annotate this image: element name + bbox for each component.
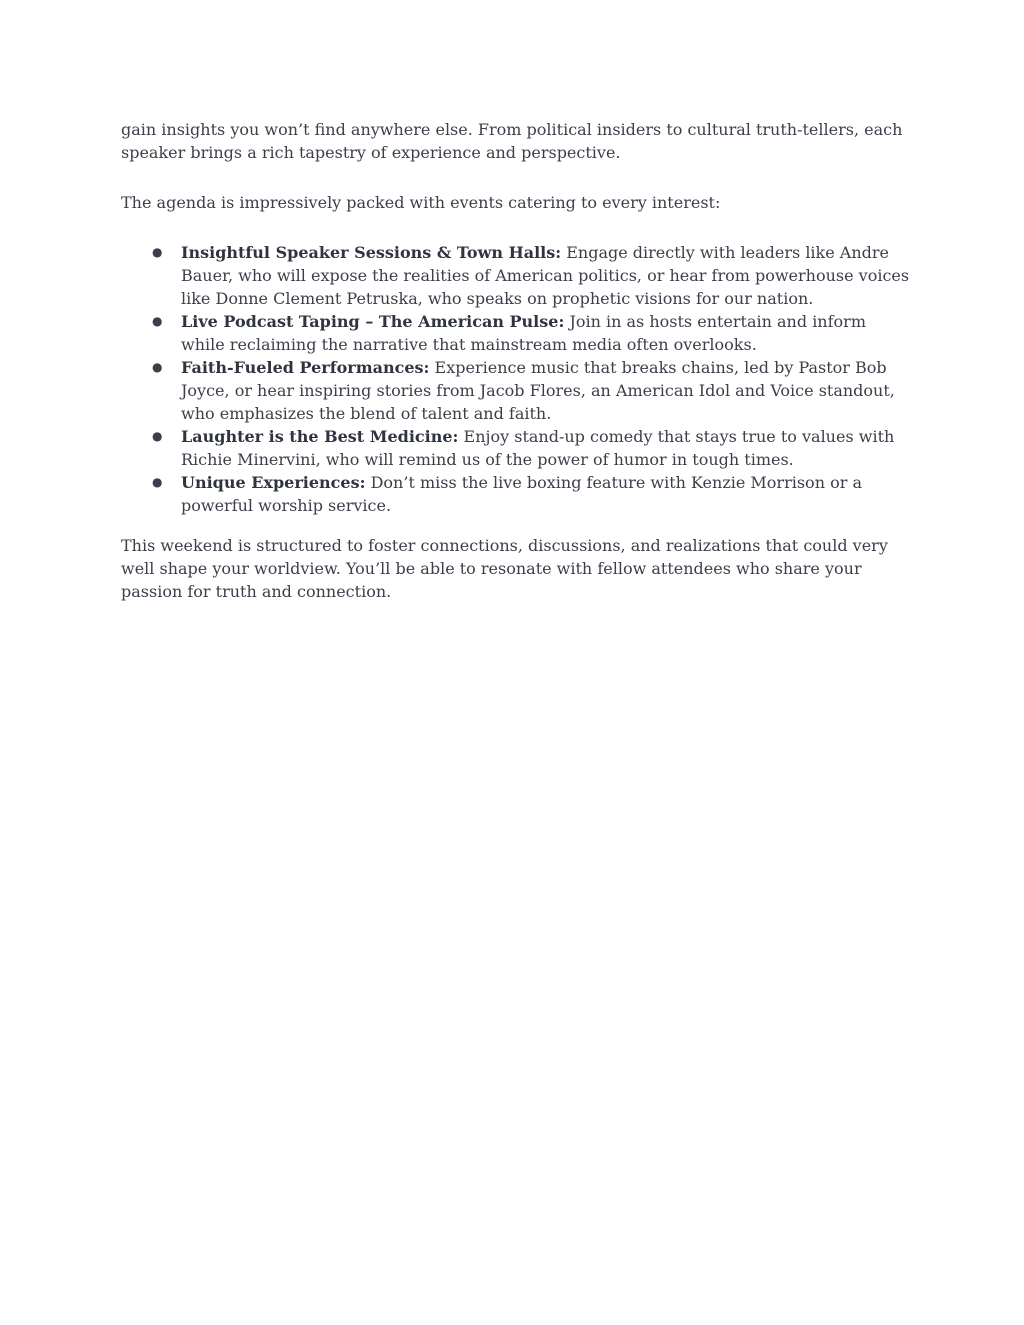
list-item (121, 356, 911, 425)
list-item (121, 471, 911, 517)
agenda-intro: The agenda is impressively packed with events catering to every interest: (121, 193, 721, 212)
agenda-item-title: Insightful Speaker Sessions & Town Halls: (181, 243, 562, 262)
agenda-item-title: Live Podcast Taping – The American Pulse: (181, 312, 565, 331)
agenda-item-text: Experience music that breaks chains, led by Pastor Bob Joyce, or hear inspiring stories from Jacob Flores, an American Idol and Voice standout, who emphasizes the blend of talent and faith. (181, 358, 895, 423)
bullet-icon: ● (152, 245, 163, 259)
document-page (121, 118, 911, 603)
agenda-item-text: Enjoy stand-up comedy that stays true to values with Richie Minervini, who will remind us of the power of humor in tough times. (181, 427, 895, 469)
list-item (121, 425, 911, 471)
agenda-item-title: Unique Experiences: (181, 473, 366, 492)
bullet-icon: ● (152, 475, 163, 489)
bullet-icon: ● (152, 429, 163, 443)
list-item (121, 241, 911, 310)
intro-paragraph: gain insights you won’t find anywhere else. From political insiders to cultural truth-tellers, each speaker brings a rich tapestry of experience and perspective. (121, 120, 903, 162)
list-item (121, 310, 911, 356)
bullet-icon: ● (152, 360, 163, 374)
closing-paragraph: This weekend is structured to foster connections, discussions, and realizations that could very well shape your worldview. You’ll be able to resonate with fellow attendees who share your passion for truth and connection. (121, 536, 888, 601)
agenda-item-text: Engage directly with leaders like Andre Bauer, who will expose the realities of American politics, or hear from powerhouse voices like Donne Clement Petruska, who speaks on prophetic visions for our nation. (181, 243, 910, 308)
agenda-item-title: Faith-Fueled Performances: (181, 358, 430, 377)
agenda-item-text: Join in as hosts entertain and inform while reclaiming the narrative that mainstream media often overlooks. (181, 312, 866, 354)
agenda-item-title: Laughter is the Best Medicine: (181, 427, 459, 446)
bullet-icon: ● (152, 314, 163, 328)
agenda-item-text: Don’t miss the live boxing feature with Kenzie Morrison or a powerful worship service. (181, 473, 862, 515)
agenda-list (121, 241, 911, 517)
